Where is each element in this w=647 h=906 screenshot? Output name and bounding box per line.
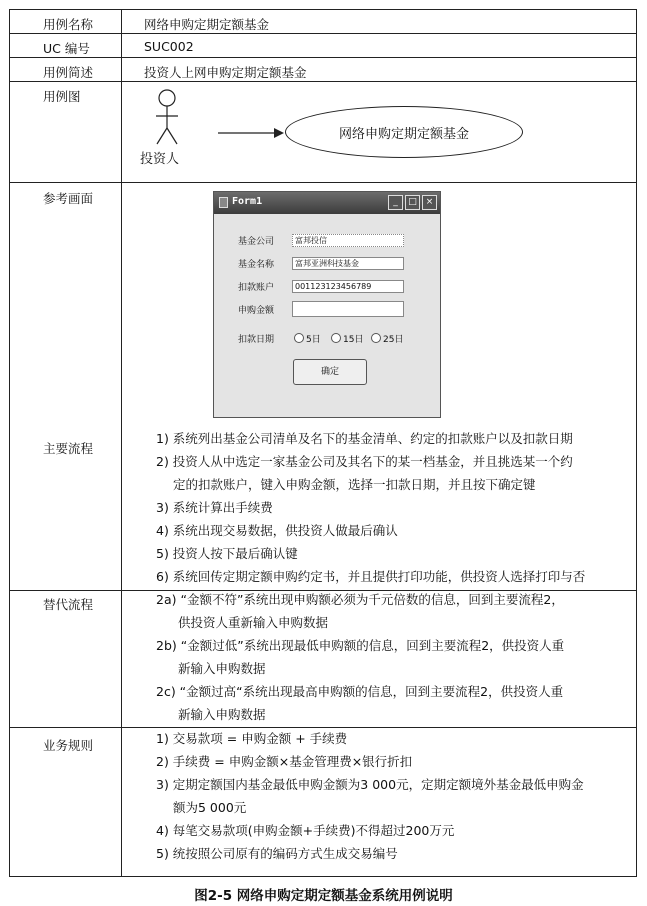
alt-flow-2a: 2a) “金额不符”系统出现申购额必须为千元倍数的信息，回到主要流程2， xyxy=(156,592,564,607)
name-value: 网络申购定期定额基金 xyxy=(144,17,270,32)
row-id xyxy=(10,34,636,58)
alt-flow-2a-cont: 供投资人重新输入申购数据 xyxy=(178,615,329,630)
debit-date-label: 扣款日期 xyxy=(238,335,275,345)
debit-account-field[interactable]: 001123123456789 xyxy=(292,280,404,293)
rule-5: 5) 统按照公司原有的编码方式生成交易编号 xyxy=(156,846,398,861)
actor-label: 投资人 xyxy=(140,152,180,167)
id-value: SUC002 xyxy=(144,39,194,54)
alt-flow-2b-cont: 新输入申购数据 xyxy=(178,661,266,676)
use-case-ellipse xyxy=(285,106,523,158)
ok-button[interactable]: 确定 xyxy=(293,359,367,385)
radio-5[interactable]: 5日 xyxy=(294,332,321,345)
fund-company-field[interactable]: 富邦投信 xyxy=(292,234,404,247)
rule-4: 4) 每笔交易款项(申购金额+手续费)不得超过200万元 xyxy=(156,823,455,838)
form-title-bar xyxy=(214,192,440,214)
radio-circle-icon xyxy=(331,333,341,343)
main-flow-2: 2) 投资人从中选定一家基金公司及其名下的某一档基金，并且挑选某一个约 xyxy=(156,454,573,469)
maximize-icon[interactable]: □ xyxy=(405,195,420,210)
rule-3-cont: 额为5 000元 xyxy=(173,800,247,815)
minimize-icon[interactable]: _ xyxy=(388,195,403,210)
window-icon xyxy=(219,197,228,208)
fund-name-label: 基金名称 xyxy=(238,260,275,270)
main-flow-label: 主要流程 xyxy=(43,441,94,456)
figure-caption: 图2-5 网络申购定期定额基金系统用例说明 xyxy=(194,888,453,904)
desc-value: 投资人上网申购定期定额基金 xyxy=(144,65,307,80)
alt-flow-2b: 2b) “金额过低”系统出现最低申购额的信息，回到主要流程2，供投资人重 xyxy=(156,638,565,653)
arrow-icon xyxy=(218,126,288,140)
main-flow-4: 4) 系统出现交易数据，供投资人做最后确认 xyxy=(156,523,398,538)
amount-field[interactable] xyxy=(292,301,404,317)
alt-flow-2c-cont: 新输入申购数据 xyxy=(178,707,266,722)
radio-15[interactable]: 15日 xyxy=(331,332,363,345)
main-flow-3: 3) 系统计算出手续费 xyxy=(156,500,273,515)
rule-1: 1) 交易款项 = 申购金额 + 手续费 xyxy=(156,731,348,746)
radio-25[interactable]: 25日 xyxy=(371,332,403,345)
fund-name-field[interactable]: 富邦亚洲科技基金 xyxy=(292,257,404,270)
screen-label: 参考画面 xyxy=(43,191,94,206)
main-flow-6: 6) 系统回传定期定额申购约定书，并且提供打印功能，供投资人选择打印与否 xyxy=(156,569,586,584)
use-case-label: 网络申购定期定额基金 xyxy=(338,126,469,142)
radio-circle-icon xyxy=(371,333,381,343)
debit-account-label: 扣款账户 xyxy=(238,283,275,293)
form-title: Form1 xyxy=(232,196,263,207)
main-flow-2-cont: 定的扣款账户，键入申购金额，选择一扣款日期，并且按下确定键 xyxy=(173,477,536,492)
alt-flow-label: 替代流程 xyxy=(43,597,94,612)
row-desc xyxy=(10,58,636,82)
desc-label: 用例简述 xyxy=(43,65,94,80)
form-window xyxy=(213,191,441,418)
id-label: UC 编号 xyxy=(43,41,90,56)
name-label: 用例名称 xyxy=(43,17,94,32)
rule-3: 3) 定期定额国内基金最低申购金额为3 000元，定期定额境外基金最低申购金 xyxy=(156,777,584,792)
radio-circle-icon xyxy=(294,333,304,343)
rules-label: 业务规则 xyxy=(43,738,94,753)
close-icon[interactable]: × xyxy=(422,195,437,210)
amount-label: 申购金额 xyxy=(238,306,275,316)
row-name xyxy=(10,10,636,34)
fund-company-label: 基金公司 xyxy=(238,237,275,247)
main-flow-1: 1) 系统列出基金公司清单及名下的基金清单、约定的扣款账户以及扣款日期 xyxy=(156,431,573,446)
rule-2: 2) 手续费 = 申购金额×基金管理费×银行折扣 xyxy=(156,754,413,769)
alt-flow-2c: 2c) “金额过高“系统出现最高申购额的信息，回到主要流程2，供投资人重 xyxy=(156,684,564,699)
diagram-label: 用例图 xyxy=(43,89,81,104)
main-flow-5: 5) 投资人按下最后确认键 xyxy=(156,546,298,561)
